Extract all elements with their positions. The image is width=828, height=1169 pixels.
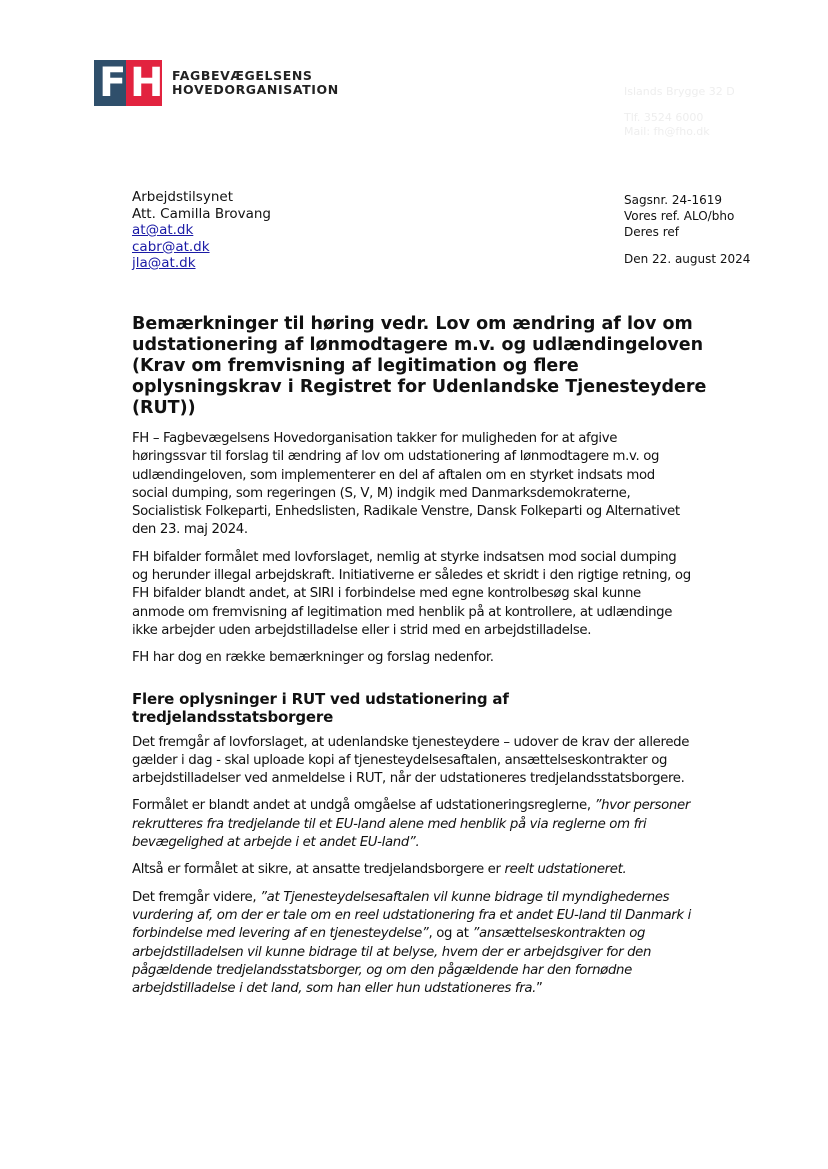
paragraph-rut-requirements: Det fremgår af lovforslaget, at udenlandske tjenesteydere – udover de krav der allerede gælder i dag - skal uploade kopi af tjenesteydelsesaftalen, ansættelseskontrakter og arbejdstilladelser ved anmeldelse i RUT, når der udstationeres tredjelandsstatsborgere. — [132, 734, 690, 787]
logo-line-2: HOVEDORGANISATION — [172, 82, 339, 97]
further-quote-2: ”ansættelseskontrakten og arbejdstilladelsen vil kunne bidrage til at belyse, hvem der er arbejdsgiver for den pågældende tredjelandsstatsborger, og om den pågældende har den fornødne arbejdstilladelse i det land, som han eller hun udstationeres fra. — [132, 926, 652, 997]
logo-letter-h: H — [130, 60, 164, 106]
further-closing-quote: ” — [536, 981, 543, 997]
paragraph-remarks: FH har dog en række bemærkninger og forslag nedenfor. — [132, 650, 494, 666]
document-title: Bemærkninger til høring vedr. Lov om ændring af lov om udstationering af lønmodtagere m.v. og udlændingeloven (Krav om fremvisning af legitimation og flere oplysningskrav i Registret for Udenlandske Tjenesteydere (RUT)) — [132, 314, 707, 418]
reference-block — [624, 192, 750, 267]
further-quote-1: ”at Tjenesteydelsesaftalen vil kunne bidrage til myndighedernes vurdering af, om der er tale om en reel udstationering fra et andet EU-land til Danmark i forbindelse med levering af en tjenesteydelse” — [132, 889, 691, 942]
contact-address: Islands Brygge 32 D — [624, 85, 735, 98]
recipient-block — [132, 189, 271, 272]
paragraph-further — [132, 889, 692, 999]
paragraph-intro: FH – Fagbevægelsens Hovedorganisation takker for muligheden for at afgive høringssvar til forslag til ændring af lov om udstationering af lønmodtagere m.v. og udlændingeloven, som implementerer en del af aftalen om en styrket indsats mod social dumping, som regeringen (S, V, M) indgik med Danmarksdemokraterne, Socialistisk Folkeparti, Enhedslisten, Radikale Venstre, Dansk Folkeparti og Alternativet den 23. maj 2024. — [132, 431, 680, 538]
further-text: Det fremgår videre, — [132, 889, 261, 905]
letter-date: Den 22. august 2024 — [624, 252, 751, 266]
recipient-email-2[interactable]: cabr@at.dk — [132, 238, 210, 255]
recipient-att: Att. Camilla Brovang — [132, 205, 271, 222]
paragraph-support: FH bifalder formålet med lovforslaget, nemlig at styrke indsatsen mod social dumping og herunder illegal arbejdskraft. Initiativerne er således et skridt i den rigtige retning, og FH bifalder blandt andet, at SIRI i forbindelse med egne kontrolbesøg skal kunne anmode om fremvisning af legitimation med henblik på at kontrollere, at udlændinge ikke arbejder uden arbejdstilladelse eller i strid med en arbejdstilladelse. — [132, 549, 691, 638]
paragraph-purpose — [132, 797, 692, 852]
recipient-org: Arbejdstilsynet — [132, 189, 233, 205]
section-heading-rut: Flere oplysninger i RUT ved udstationering af tredjelandsstatsborgere — [132, 689, 509, 726]
case-number: Sagsnr. 24-1619 — [624, 193, 723, 207]
your-reference: Deres ref — [624, 225, 680, 239]
fh-logo — [94, 60, 339, 106]
contact-phone: Tlf. 3524 6000 — [624, 111, 704, 124]
purpose-quote: ”hvor personer rekrutteres fra tredjelande til et EU-land alene med henblik på via reglerne om fri bevægelighed at arbejde i et andet EU-land”. — [132, 798, 690, 851]
logo-line-1: FAGBEVÆGELSENS — [172, 68, 313, 83]
purpose-text: Formålet er blandt andet at undgå omgåelse af udstationeringsreglerne, — [132, 798, 595, 814]
logo-f-block — [94, 60, 126, 106]
logo-h-block — [126, 60, 162, 106]
recipient-email-3[interactable]: jla@at.dk — [132, 255, 196, 271]
document-body — [132, 430, 692, 1007]
logo-wordmark — [172, 69, 339, 97]
contact-mail: Mail: fh@fho.dk — [624, 125, 710, 138]
logo-letter-f: F — [99, 60, 127, 106]
aim-emphasis: reelt udstationeret. — [504, 862, 627, 878]
paragraph-aim — [132, 861, 692, 879]
aim-text: Altså er formålet at sikre, at ansatte tredjelandsborgere er — [132, 862, 505, 878]
our-reference: Vores ref. ALO/bho — [624, 209, 735, 223]
further-joiner: , og at — [428, 926, 473, 942]
recipient-email-1[interactable]: at@at.dk — [132, 222, 194, 238]
fh-logo-mark — [94, 60, 162, 106]
